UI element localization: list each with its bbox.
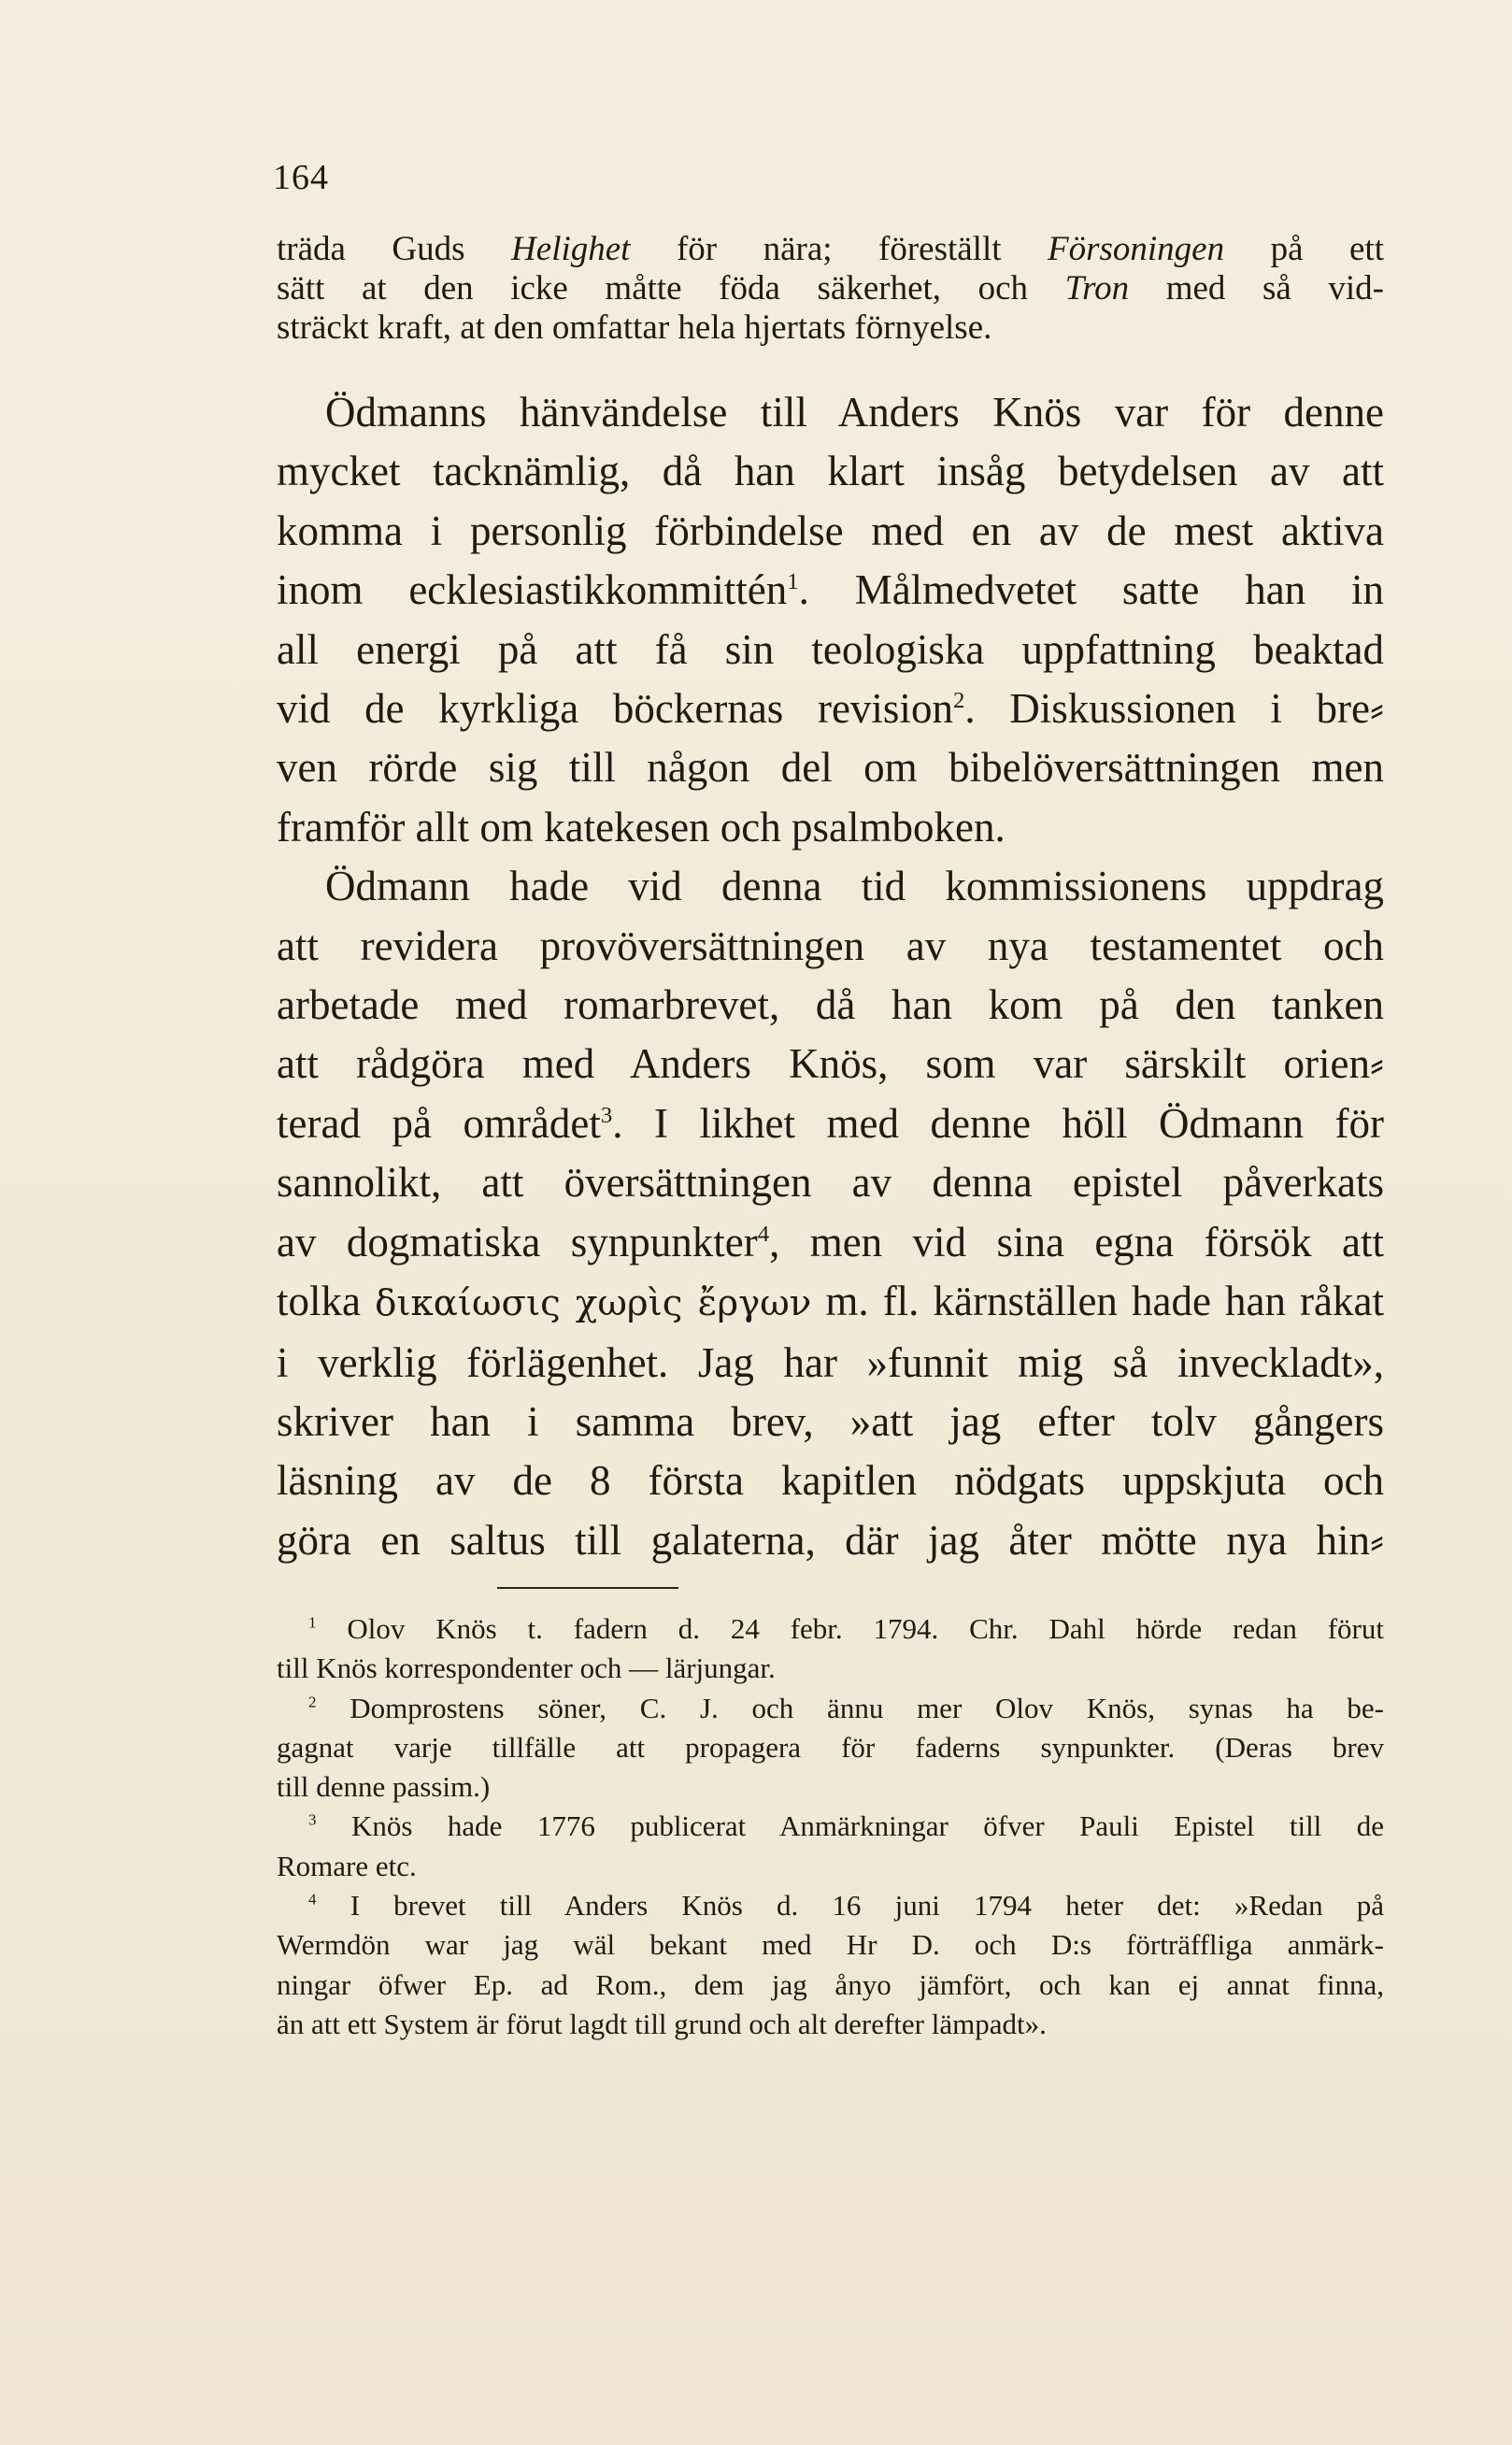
body-line: i verklig förlägenhet. Jag har »funnit mig så inveckladt», [277, 1338, 1384, 1386]
footnote-ref: 1 [787, 569, 799, 595]
footnote-marker: 1 [308, 1613, 317, 1632]
body-line: sannolikt, att översättningen av denna epistel påverkats [277, 1159, 1384, 1207]
body-line: skriver han i samma brev, »att jag efter tolv gångers [277, 1397, 1384, 1445]
continuation-line: träda Guds Helighet för nära; föreställt Försoningen på ett [277, 230, 1384, 268]
body-line: vid de kyrkliga böckernas revision$^2$. Diskussionen i bre⸗ [277, 685, 1384, 733]
footnote-marker: 3 [308, 1811, 317, 1830]
body-line: läsning av de 8 första kapitlen nödgats uppskjuta och [277, 1457, 1384, 1505]
greek-phrase: δικαίωσις χωρὶς ἔργων [375, 1282, 812, 1325]
footnote-ref: 4 [757, 1221, 770, 1247]
footnote-line: till denne passim.) [277, 1770, 491, 1804]
body-line: mycket tacknämlig, då han klart insåg betydelsen av att [277, 448, 1384, 495]
footnote-line: till Knös korrespondenter och — lärjungar. [277, 1651, 776, 1685]
body-line: Ödmann hade vid denna tid kommissionens uppdrag [325, 863, 1384, 910]
body-line: tolka δικαίωσις χωρὶς ἔργων m. fl. kärnställen hade han råkat [277, 1278, 1384, 1325]
footnote-line: Romare etc. [277, 1849, 417, 1882]
body-line: göra en saltus till galaterna, där jag åter mötte nya hin⸗ [277, 1516, 1384, 1564]
italic-term: Helighet [511, 230, 631, 268]
body-line: av dogmatiska synpunkter$^4$, men vid sina egna försök att [277, 1218, 1384, 1265]
footnote-ref: 3 [600, 1102, 613, 1128]
footnote-marker: 2 [308, 1693, 317, 1711]
footnote-marker: 4 [308, 1890, 317, 1909]
footnote-line: $^2$ Domprostens söner, C. J. och ännu mer Olov Knös, synas ha be- [308, 1691, 1384, 1724]
body-line: komma i personlig förbindelse med en av de mest aktiva [277, 507, 1384, 554]
body-line: framför allt om katekesen och psalmboken. [277, 803, 1006, 851]
footnote-line: $^3$ Knös hade 1776 publicerat Anmärkningar öfver Pauli Epistel till de [308, 1809, 1385, 1843]
body-line: att revidera provöversättningen av nya testamentet och [277, 922, 1384, 969]
body-line: ven rörde sig till någon del om bibelöversättningen men [277, 744, 1384, 792]
continuation-line: sätt at den icke måtte föda säkerhet, och Tron med så vid- [277, 269, 1385, 307]
footnote-ref: 2 [952, 688, 965, 714]
body-line: inom ecklesiastikkommittén$^1$. Målmedvetet satte han in [277, 566, 1385, 614]
body-line: Ödmanns hänvändelse till Anders Knös var för denne [325, 389, 1384, 436]
body-line: arbetade med romarbrevet, då han kom på den tanken [277, 981, 1384, 1029]
body-text [277, 383, 1384, 1570]
body-line: terad på området$^3$. I likhet med denne höll Ödmann för [277, 1099, 1384, 1147]
footnote-line: $^4$ I brevet till Anders Knös d. 16 juni 1794 heter det: »Redan på [308, 1889, 1385, 1923]
footnote-line: gagnat varje tillfälle att propagera för faderns synpunkter. (Deras brev [277, 1730, 1384, 1764]
footnotes [277, 1609, 1384, 2044]
footnote-line: $^1$ Olov Knös t. fadern d. 24 febr. 1794. Chr. Dahl hörde redan förut [308, 1612, 1384, 1645]
quoted-continuation [277, 230, 1384, 348]
footnote-line: än att ett System är förut lagdt till grund och alt derefter lämpadt». [277, 2007, 1047, 2040]
body-line: att rådgöra med Anders Knös, som var särskilt orien⸗ [277, 1040, 1384, 1088]
italic-term: Tron [1064, 269, 1130, 307]
continuation-line: sträckt kraft, at den omfattar hela hjertats förnyelse. [277, 308, 992, 347]
footnote-line: ningar öfwer Ep. ad Rom., dem jag ånyo jämfört, och kan ej annat finna, [277, 1967, 1384, 2001]
italic-term: Försoningen [1048, 230, 1225, 268]
body-line: all energi på att få sin teologiska uppfattning beaktad [277, 625, 1384, 673]
footnote-divider [497, 1587, 678, 1589]
footnote-line: Wermdön war jag wäl bekant med Hr D. och D:s förträffliga anmärk- [277, 1928, 1384, 1962]
page-number: 164 [273, 158, 329, 197]
